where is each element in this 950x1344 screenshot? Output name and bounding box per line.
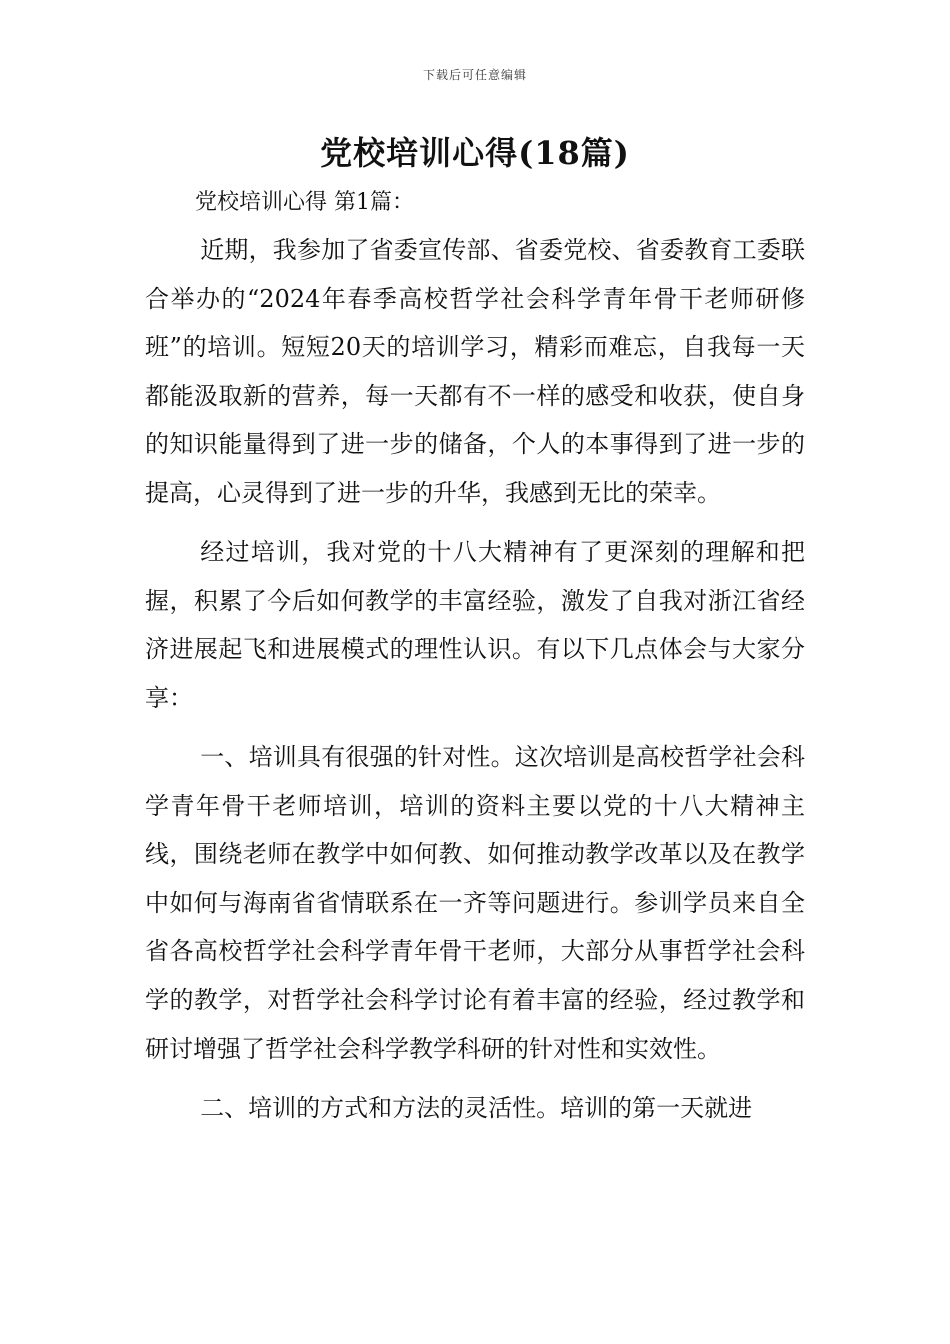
paragraph-3: 一、培训具有很强的针对性。这次培训是高校哲学社会科学青年骨干老师培训，培训的资料主要以党的十八大精神主线，围绕老师在教学中如何教、如何推动教学改革以及在教学中如何与海南省省情联系在一齐等问题进行。参训学员来自全省各高校哲学社会科学青年骨干老师，大部分从事哲学社会科学的教学，对哲学社会科学讨论有着丰富的经验，经过教学和研讨增强了哲学社会科学教学科研的针对性和实效性。 bbox=[145, 742, 805, 1063]
paragraph-1: 近期，我参加了省委宣传部、省委党校、省委教育工委联合举办的“2024年春季高校哲学社会科学青年骨干老师研修班”的培训。短短20天的培训学习，精彩而难忘，自我每一天都能汲取新的营养，每一天都有不一样的感受和收获，使自身的知识能量得到了进一步的储备，个人的本事得到了进一步的提高，心灵得到了进一步的升华，我感到无比的荣幸。 bbox=[145, 236, 805, 507]
header-note: 下载后可任意编辑 bbox=[422, 68, 527, 82]
document-body bbox=[145, 226, 805, 1143]
paragraph-2: 经过培训，我对党的十八大精神有了更深刻的理解和把握，积累了今后如何教学的丰富经验，激发了自我对浙江省经济进展起飞和进展模式的理性认识。有以下几点体会与大家分享： bbox=[145, 538, 805, 712]
paragraph-4: 二、培训的方式和方法的灵活性。培训的第一天就进 bbox=[200, 1093, 753, 1122]
section-subtitle: 党校培训心得 第1篇： bbox=[195, 190, 414, 215]
document-title: 党校培训心得(18篇) bbox=[320, 134, 630, 172]
